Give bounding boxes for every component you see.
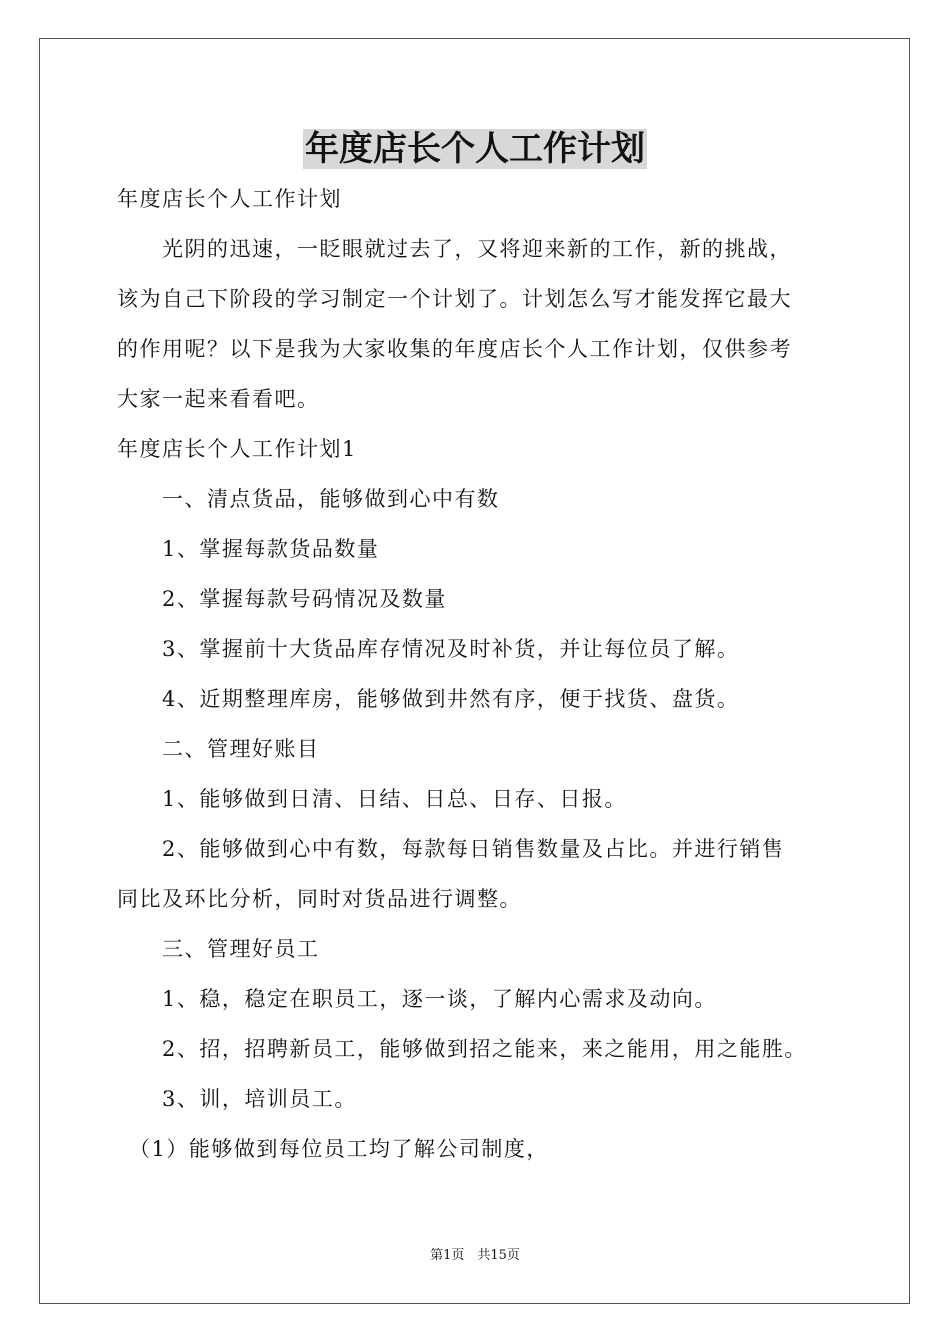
body-line-8: 1、掌握每款货品数量 bbox=[117, 537, 380, 561]
body-line-4: 的作用呢？以下是我为大家收集的年度店长个人工作计划，仅供参考 bbox=[117, 337, 792, 361]
body-line-18: 2、招，招聘新员工，能够做到招之能来，来之能用，用之能胜。 bbox=[117, 1037, 807, 1061]
body-line-7: 一、清点货品，能够做到心中有数 bbox=[117, 487, 500, 511]
body-line-10: 3、掌握前十大货品库存情况及时补货，并让每位员了解。 bbox=[117, 637, 740, 661]
body-line-2: 光阴的迅速，一眨眼就过去了，又将迎来新的工作，新的挑战， bbox=[117, 237, 792, 261]
document-title-text: 年度店长个人工作计划 bbox=[305, 129, 645, 169]
body-line-13: 1、能够做到日清、日结、日总、日存、日报。 bbox=[117, 787, 627, 811]
body-line-15: 同比及环比分析，同时对货品进行调整。 bbox=[117, 887, 522, 911]
body-line-19: 3、训，培训员工。 bbox=[117, 1087, 357, 1111]
page-footer: 第1页 共15页 bbox=[430, 1248, 520, 1263]
section-heading-plan-1: 年度店长个人工作计划1 bbox=[117, 437, 357, 461]
body-line-5: 大家一起来看看吧。 bbox=[117, 387, 320, 411]
body-line-14: 2、能够做到心中有数，每款每日销售数量及占比。并进行销售 bbox=[117, 837, 785, 861]
body-line-17: 1、稳，稳定在职员工，逐一谈，了解内心需求及动向。 bbox=[117, 987, 717, 1011]
body-line-11: 4、近期整理库房，能够做到井然有序，便于找货、盘货。 bbox=[117, 687, 740, 711]
body-line-1: 年度店长个人工作计划 bbox=[117, 187, 342, 211]
body-line-3: 该为自己下阶段的学习制定一个计划了。计划怎么写才能发挥它最大 bbox=[117, 287, 792, 311]
page-border bbox=[39, 38, 910, 1304]
body-line-9: 2、掌握每款号码情况及数量 bbox=[117, 587, 447, 611]
document-title bbox=[0, 124, 950, 174]
body-line-20: （1）能够做到每位员工均了解公司制度， bbox=[117, 1137, 549, 1161]
body-line-16: 三、管理好员工 bbox=[117, 937, 320, 961]
body-line-12: 二、管理好账目 bbox=[117, 737, 320, 761]
